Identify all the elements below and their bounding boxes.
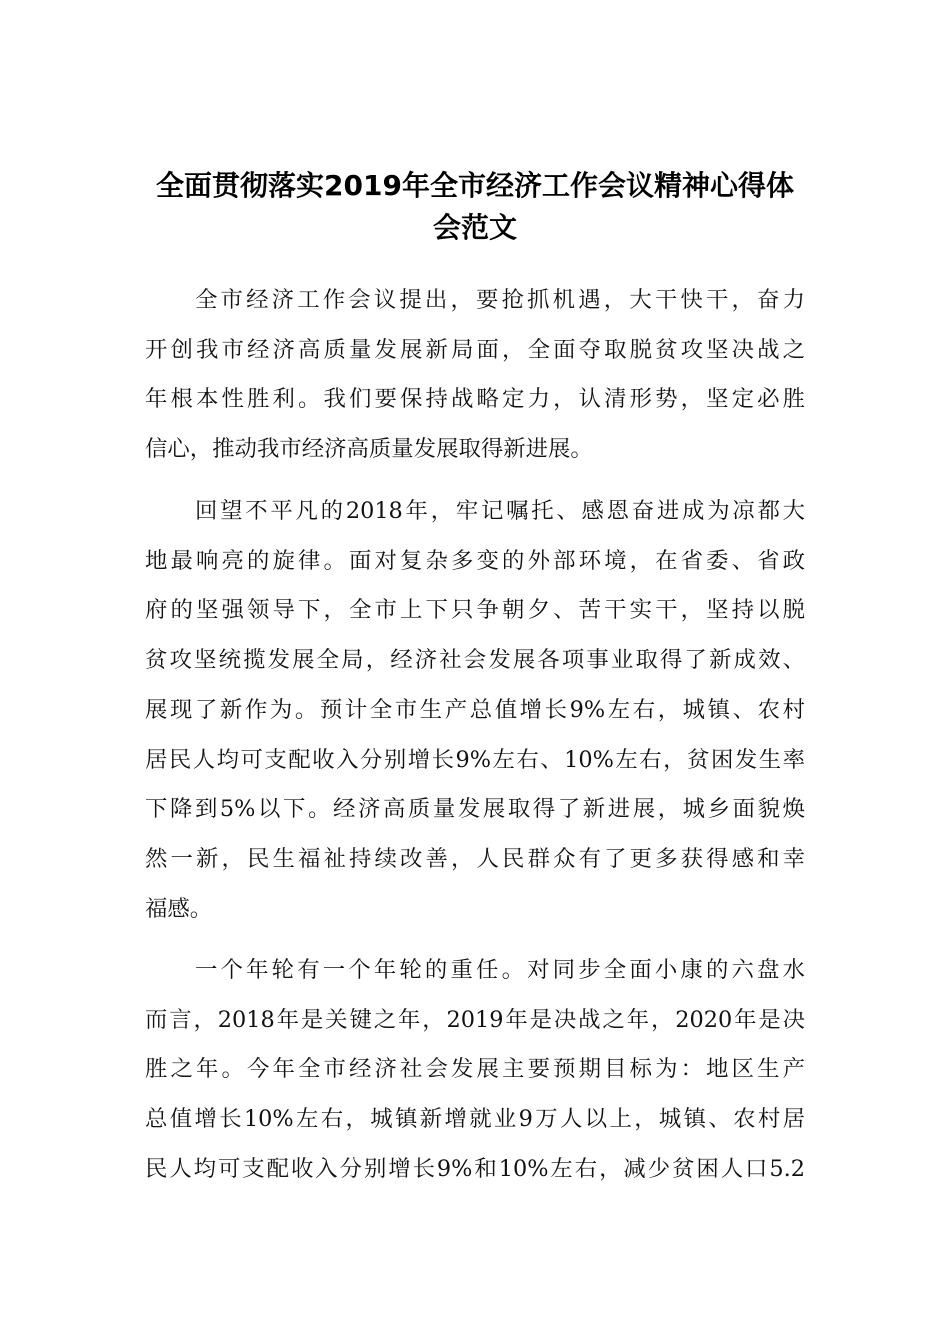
text-line: 福感。 xyxy=(145,896,213,922)
text-line: 地最响亮的旋律。面对复杂多变的外部环境，在省委、省政 xyxy=(145,548,805,574)
text-line: 一个年轮有一个年轮的重任。对同步全面小康的六盘水 xyxy=(195,957,805,983)
text-line: 然一新，民生福祉持续改善，人民群众有了更多获得感和幸 xyxy=(145,846,805,872)
text-line: 回望不平凡的2018年，牢记嘱托、感恩奋进成为凉都大 xyxy=(195,498,805,524)
text-line: 胜之年。今年全市经济社会发展主要预期目标为：地区生产 xyxy=(145,1056,805,1082)
text-line: 全市经济工作会议提出，要抢抓机遇，大干快干，奋力 xyxy=(195,287,805,313)
text-line: 年根本性胜利。我们要保持战略定力，认清形势，坚定必胜 xyxy=(145,386,805,412)
text-line: 总值增长10%左右，城镇新增就业9万人以上，城镇、农村居 xyxy=(145,1106,805,1132)
title-line-1: 全面贯彻落实2019年全市经济工作会议精神心得体 xyxy=(156,169,794,202)
text-line: 开创我市经济高质量发展新局面，全面夺取脱贫攻坚决战之 xyxy=(145,337,805,363)
title-line-2: 会范文 xyxy=(432,211,517,244)
text-line: 贫攻坚统揽发展全局，经济社会发展各项事业取得了新成效、 xyxy=(145,647,805,673)
text-line: 府的坚强领导下，全市上下只争朝夕、苦干实干，坚持以脱 xyxy=(145,597,805,623)
text-line: 下降到5%以下。经济高质量发展取得了新进展，城乡面貌焕 xyxy=(145,796,805,822)
text-line: 信心，推动我市经济高质量发展取得新进展。 xyxy=(145,436,593,462)
text-line: 展现了新作为。预计全市生产总值增长9%左右，城镇、农村 xyxy=(145,697,805,723)
text-line: 而言，2018年是关键之年，2019年是决战之年，2020年是决 xyxy=(145,1007,805,1033)
text-line: 民人均可支配收入分别增长9%和10%左右，减少贫困人口5.2 xyxy=(145,1156,805,1182)
document-title xyxy=(145,165,805,249)
text-line: 居民人均可支配收入分别增长9%左右、10%左右，贫困发生率 xyxy=(145,747,805,773)
